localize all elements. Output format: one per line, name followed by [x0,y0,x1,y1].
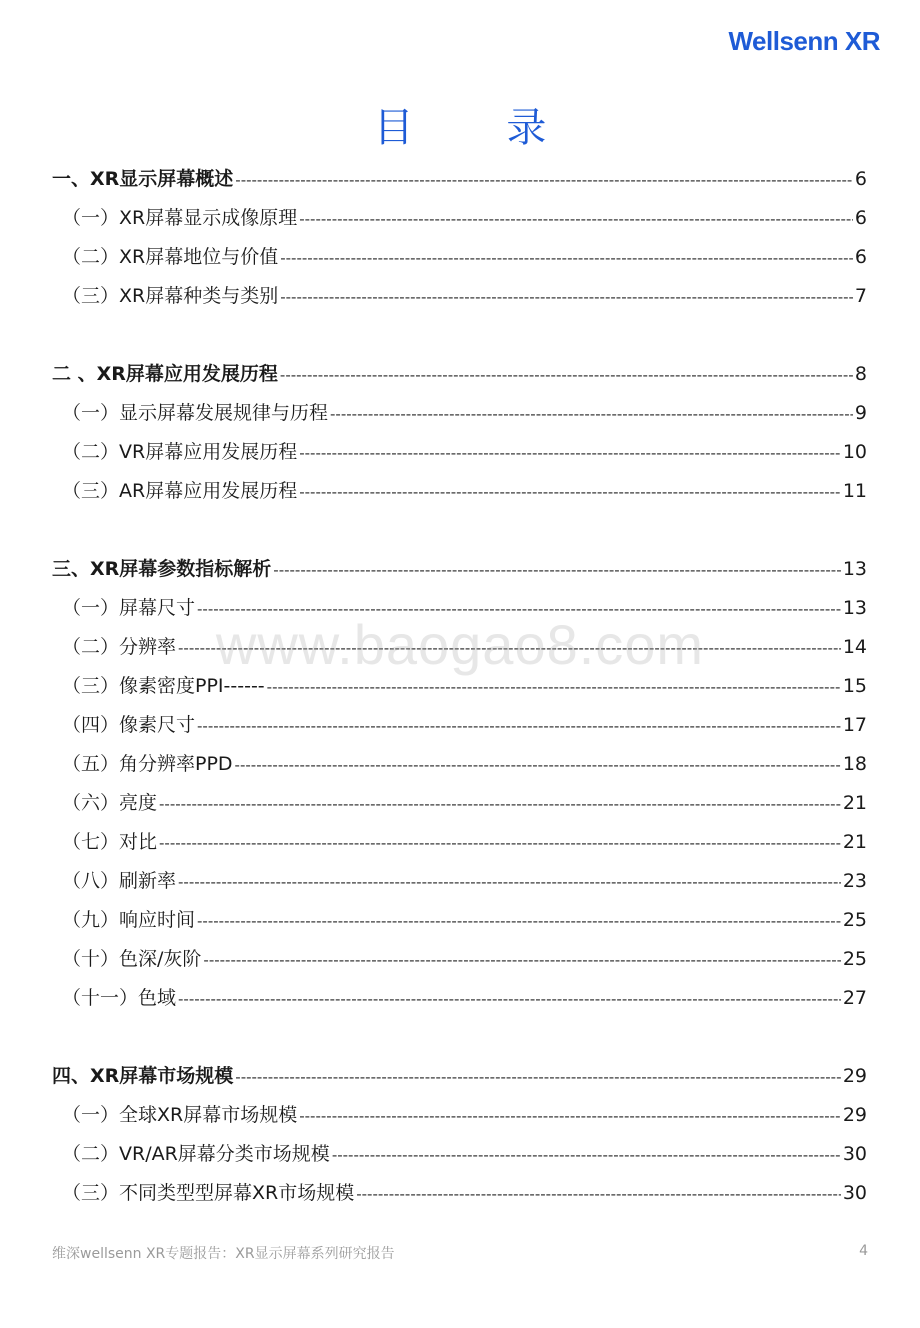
toc-entry[interactable] [52,164,867,194]
toc-entry[interactable] [52,554,867,584]
toc-dot-leader [280,282,853,312]
toc-entry[interactable] [62,593,867,623]
toc-entry-label: 三、XR屏幕参数指标解析 [52,558,272,580]
toc-dot-leader [330,399,853,429]
toc-dot-leader [356,1179,841,1209]
toc-entry[interactable] [52,359,867,389]
toc-entry-page: 23 [842,870,867,892]
toc-dot-leader [299,1101,841,1131]
toc-dot-leader [299,477,841,507]
toc-entry-page: 17 [842,714,867,736]
toc-dot-leader [203,945,840,975]
toc-entry-page: 13 [842,558,867,580]
toc-dot-leader [235,1062,841,1092]
toc-entry[interactable] [62,632,867,662]
toc-dot-leader [197,906,841,936]
toc-entry[interactable] [62,671,867,701]
toc-entry[interactable] [62,242,867,272]
toc-entry-page: 10 [842,441,867,463]
toc-dot-leader [299,204,853,234]
toc-entry-label: （三）像素密度PPI------ [62,675,265,697]
toc-entry-page: 30 [842,1143,867,1165]
toc-entry-label: （一）全球XR屏幕市场规模 [62,1104,298,1126]
watermark: www.baogao8.com [215,613,705,676]
toc-entry-page: 21 [842,831,867,853]
toc-entry[interactable] [62,827,867,857]
toc-dot-leader [178,984,841,1014]
toc-entry-label: （十）色深/灰阶 [62,948,202,970]
toc-entry-label: （三）XR屏幕种类与类别 [62,285,279,307]
toc-entry[interactable] [52,1061,867,1091]
toc-entry-label: （三）AR屏幕应用发展历程 [62,480,298,502]
toc-dot-leader [235,750,841,780]
toc-dot-leader [235,165,853,195]
toc-entry-page: 13 [842,597,867,619]
toc-entry[interactable] [62,788,867,818]
toc-entry[interactable] [62,203,867,233]
toc-entry-label: （九）响应时间 [62,909,196,931]
toc-entry-label: （二）VR/AR屏幕分类市场规模 [62,1143,330,1165]
toc-entry[interactable] [62,476,867,506]
toc-entry-label: 二 、XR屏幕应用发展历程 [52,363,278,385]
toc-entry[interactable] [62,905,867,935]
toc-entry-label: 一、XR显示屏幕概述 [52,168,234,190]
toc-entry-page: 29 [842,1065,867,1087]
toc-entry-label: （三）不同类型型屏幕XR市场规模 [62,1182,355,1204]
toc-entry-page: 6 [854,246,867,268]
toc-entry-label: 四、XR屏幕市场规模 [52,1065,234,1087]
toc-dot-leader [178,633,841,663]
toc-entry[interactable] [62,1100,867,1130]
toc-entry-label: （八）刷新率 [62,870,177,892]
toc-entry[interactable] [62,281,867,311]
toc-dot-leader [280,243,853,273]
toc-dot-leader [280,360,853,390]
toc-entry-page: 7 [854,285,867,307]
toc-entry[interactable] [62,1139,867,1169]
toc-dot-leader [299,438,841,468]
toc-entry-page: 8 [854,363,867,385]
toc-entry-label: （十一）色域 [62,987,177,1009]
toc-dot-leader [197,594,841,624]
toc-entry-page: 21 [842,792,867,814]
toc-entry-page: 6 [854,207,867,229]
toc-entry[interactable] [62,1178,867,1208]
toc-entry-label: （一）XR屏幕显示成像原理 [62,207,298,229]
toc-entry[interactable] [62,398,867,428]
wellsenn-xr-logo: Wellsenn XR [728,26,880,56]
toc-entry[interactable] [62,437,867,467]
toc-entry-page: 14 [842,636,867,658]
toc-entry-page: 15 [842,675,867,697]
toc-entry[interactable] [62,944,867,974]
toc-entry[interactable] [62,749,867,779]
toc-entry-label: （六）亮度 [62,792,158,814]
toc-entry-label: （一）显示屏幕发展规律与历程 [62,402,329,424]
toc-entry[interactable] [62,983,867,1013]
toc-entry-label: （五）角分辨率PPD [62,753,233,775]
page-title: 目 录 [373,105,587,151]
toc-dot-leader [159,789,841,819]
toc-entry-page: 6 [854,168,867,190]
toc-entry[interactable] [62,710,867,740]
toc-entry-label: （四）像素尺寸 [62,714,196,736]
toc-dot-leader [159,828,841,858]
toc-entry-label: （二）分辨率 [62,636,177,658]
toc-dot-leader [332,1140,841,1170]
toc-dot-leader [197,711,841,741]
toc-entry-page: 9 [854,402,867,424]
toc-entry-label: （二）VR屏幕应用发展历程 [62,441,298,463]
toc-entry[interactable] [62,866,867,896]
toc-dot-leader [273,555,841,585]
toc-entry-page: 18 [842,753,867,775]
toc-entry-page: 30 [842,1182,867,1204]
toc-entry-label: （二）XR屏幕地位与价值 [62,246,279,268]
toc-entry-page: 29 [842,1104,867,1126]
footer-page-number: 4 [859,1243,868,1259]
footer-report-title: 维深wellsenn XR专题报告：XR显示屏幕系列研究报告 [52,1246,395,1262]
toc-entry-label: （七）对比 [62,831,158,853]
toc-entry-page: 25 [842,948,867,970]
toc-entry-page: 27 [842,987,867,1009]
toc-entry-page: 25 [842,909,867,931]
toc-dot-leader [267,672,841,702]
toc-entry-label: （一）屏幕尺寸 [62,597,196,619]
toc-dot-leader [178,867,841,897]
toc-entry-page: 11 [842,480,867,502]
